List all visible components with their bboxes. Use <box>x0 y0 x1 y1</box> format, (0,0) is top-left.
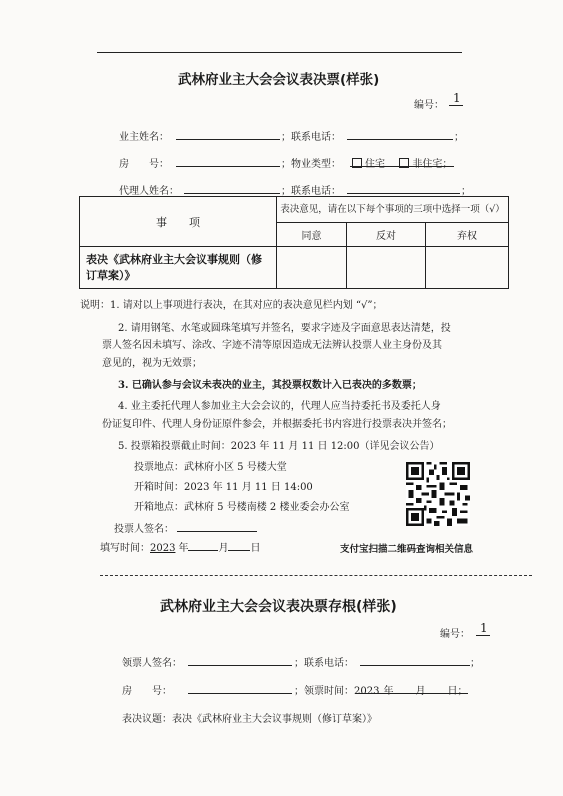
pickup-day: 日； <box>447 686 468 697</box>
abstain-header: 弃权 <box>426 223 509 247</box>
qr-code <box>405 462 471 526</box>
nonresidential-label: 非住宅； <box>412 159 453 170</box>
pickup-year-suffix: 年 <box>383 686 394 697</box>
vote-table <box>79 196 509 289</box>
owner-name-field[interactable] <box>176 139 280 140</box>
oppose-header: 反对 <box>347 223 426 247</box>
note-2c: 意见的，视为无效票； <box>102 358 202 369</box>
item-header: 事 项 <box>80 197 277 247</box>
abstain-cell[interactable] <box>426 247 509 289</box>
fill-date-month-blank[interactable] <box>188 541 218 551</box>
ballot-number-underline <box>449 105 463 106</box>
note-4b: 份证复印件、代理人身份证原件参会，并根据委托书内容进行投票表决并签名； <box>102 419 452 430</box>
property-type-underline <box>350 166 454 167</box>
item-row-label: 表决《武林府业主大会议事规则（修订草案）》 <box>80 247 277 289</box>
opinion-header: 表决意见，请在以下每个事项的三项中选择一项（√） <box>277 197 509 223</box>
stub-phone-field[interactable] <box>360 665 470 666</box>
fill-date-month: 月 <box>218 543 229 554</box>
pickup-time <box>294 682 467 697</box>
agent-name-field[interactable] <box>184 193 280 194</box>
fill-date-year-suffix: 年 <box>178 543 189 554</box>
stub-room-field[interactable] <box>188 693 292 694</box>
agent-phone-field[interactable] <box>347 193 460 194</box>
room-label: 房 号： <box>119 159 169 170</box>
receiver-label: 领票人签名： <box>122 658 182 669</box>
agent-phone-label: ；联系电话： <box>281 186 341 197</box>
agent-phone-end: ； <box>461 186 471 197</box>
note-2a: 2. 请用钢笔、水笔或圆珠笔填写并签名，要求字迹及字面意思表达清楚，投 <box>118 323 451 334</box>
pickup-year: 2023 <box>354 686 380 697</box>
property-type-label: ；物业类型： <box>281 159 341 170</box>
top-rule <box>97 52 462 53</box>
property-type-options <box>352 155 452 170</box>
owner-name-label: 业主姓名： <box>119 132 169 143</box>
qr-caption: 支付宝扫描二维码查询相关信息 <box>340 544 474 555</box>
agree-header: 同意 <box>277 223 347 247</box>
voter-sign-field[interactable] <box>177 531 257 532</box>
note-2b: 票人签名因未填写、涂改、字迹不清等原因造成无法辨认投票人业主身份及其 <box>102 340 442 351</box>
voter-sign-label: 投票人签名： <box>114 524 174 535</box>
fill-date-year: 2023 <box>150 543 176 554</box>
agent-name-label: 代理人姓名： <box>119 186 179 197</box>
fill-date-day: 日 <box>250 543 261 554</box>
pickup-month: 月 <box>415 686 426 697</box>
ballot-number: 1 <box>453 91 461 105</box>
room-field[interactable] <box>176 166 280 167</box>
oppose-cell[interactable] <box>347 247 426 289</box>
note-4a: 4. 业主委托代理人参加业主大会会议的，代理人应当持委托书及委托人身 <box>118 401 441 412</box>
note-5: 5. 投票箱投票截止时间：2023 年 11 月 11 日 12:00（详见会议公告） <box>118 441 440 452</box>
owner-phone-end: ； <box>454 132 464 143</box>
stub-topic: 表决议题：表决《武林府业主大会议事规则（修订草案）》 <box>122 714 377 725</box>
receiver-field[interactable] <box>188 665 292 666</box>
pickup-label: ；领票时间： <box>294 686 354 697</box>
residential-label: 住宅 <box>365 159 385 170</box>
note-3: 3. 已确认参与会议未表决的业主，其投票权数计入已表决的多数票； <box>118 380 422 391</box>
fill-date <box>100 539 260 554</box>
ballot-title: 武林府业主大会会议表决票(样张) <box>178 72 380 88</box>
stub-number-underline <box>476 635 490 636</box>
stub-room-label: 房 号： <box>122 686 172 697</box>
owner-phone-field[interactable] <box>347 139 453 140</box>
pickup-date-underline[interactable] <box>356 693 468 694</box>
note-5-place: 投票地点：武林府小区 5 号楼大堂 <box>134 462 287 473</box>
cut-line <box>100 575 532 576</box>
fill-date-prefix: 填写时间： <box>100 543 150 554</box>
ballot-number-label: 编号： <box>414 100 444 111</box>
stub-title: 武林府业主大会会议表决票存根(样张) <box>160 599 397 615</box>
fill-date-day-blank[interactable] <box>228 541 250 551</box>
owner-phone-label: ；联系电话： <box>281 132 341 143</box>
stub-number-label: 编号： <box>440 629 470 640</box>
note-5-open: 开箱时间：2023 年 11 月 11 日 14:00 <box>134 482 313 493</box>
stub-phone-end: ； <box>470 658 480 669</box>
agree-cell[interactable] <box>277 247 347 289</box>
stub-number: 1 <box>480 621 488 635</box>
note-1: 说明：1. 请对以上事项进行表决，在其对应的表决意见栏内划 “√”； <box>80 300 383 311</box>
note-5-open-place: 开箱地点：武林府 5 号楼南楼 2 楼业委会办公室 <box>134 502 350 513</box>
stub-phone-label: ；联系电话： <box>294 658 354 669</box>
